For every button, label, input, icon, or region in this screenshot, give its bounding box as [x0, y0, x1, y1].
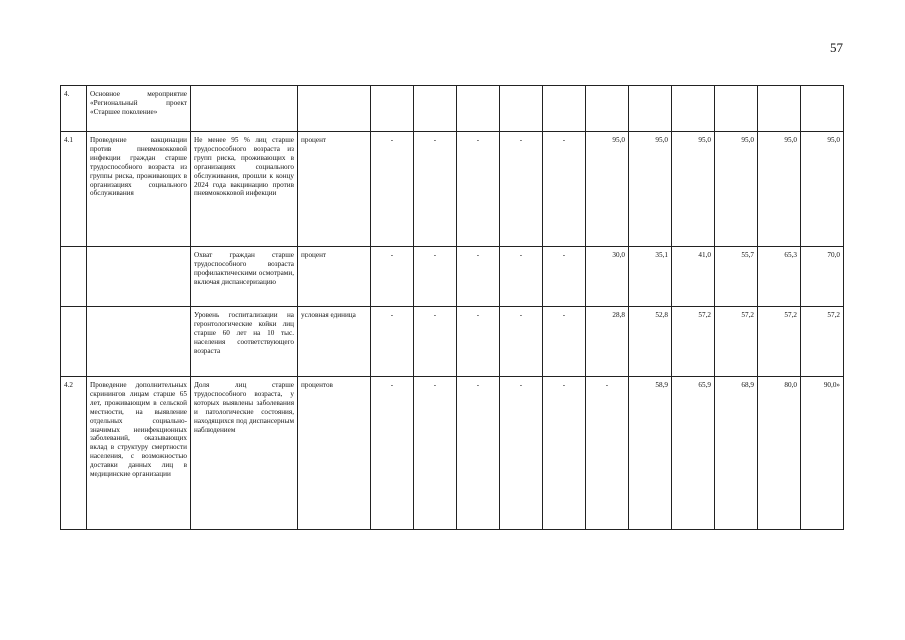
table-row-4-1: [61, 132, 844, 247]
value-cell: 80,0: [758, 377, 801, 530]
table-row-4: [61, 86, 844, 132]
value-cell: 28,8: [586, 307, 629, 377]
indicator-cell: Доля лиц старше трудоспособного возраста, у которых выявлены заболевания и патологические состояния, находящихся под диспансерным наблюдением: [191, 377, 298, 530]
value-cell: -: [500, 307, 543, 377]
value-cell: [543, 86, 586, 132]
row-number: 4.1: [61, 132, 87, 247]
value-cell: [801, 86, 844, 132]
value-cell: 57,2: [801, 307, 844, 377]
value-cell: [758, 86, 801, 132]
value-cell: 65,9: [672, 377, 715, 530]
value-cell: -: [371, 307, 414, 377]
value-cell: [672, 86, 715, 132]
value-cell: 65,3: [758, 247, 801, 307]
value-cell: -: [500, 132, 543, 247]
indicator-cell: Не менее 95 % лиц старше трудоспособного возраста из групп риска, проживающих в организациях социального обслуживания, прошли к концу 2024 года вакцинацию против пневмококковой инфекции: [191, 132, 298, 247]
value-cell: [715, 86, 758, 132]
value-cell: 95,0: [801, 132, 844, 247]
value-cell: -: [414, 132, 457, 247]
row-number: 4.: [61, 86, 87, 132]
event-cell: [87, 247, 191, 307]
value-cell: 30,0: [586, 247, 629, 307]
value-cell: 52,8: [629, 307, 672, 377]
value-cell: -: [371, 132, 414, 247]
value-cell: 41,0: [672, 247, 715, 307]
unit-cell: процент: [298, 132, 371, 247]
value-cell: -: [457, 247, 500, 307]
unit-cell: процент: [298, 247, 371, 307]
value-cell: [629, 86, 672, 132]
value-cell: -: [543, 307, 586, 377]
table-row-4-1-c: [61, 307, 844, 377]
value-cell: -: [500, 247, 543, 307]
value-cell: 95,0: [672, 132, 715, 247]
event-cell: Проведение дополнительных скринингов лицам старше 65 лет, проживающим в сельской местности, на выявление отдельных социально-значимых неинфекционных заболеваний, оказывающих вклад в структуру смертности населения, с возможностью доставки данных лиц в медицинские организации: [87, 377, 191, 530]
event-cell: [87, 307, 191, 377]
value-cell: 57,2: [758, 307, 801, 377]
value-cell: 57,2: [672, 307, 715, 377]
value-cell: -: [500, 377, 543, 530]
row-number: [61, 307, 87, 377]
value-cell: -: [371, 247, 414, 307]
value-cell: 58,9: [629, 377, 672, 530]
value-cell: -: [457, 132, 500, 247]
indicator-cell: [191, 86, 298, 132]
value-cell: -: [586, 377, 629, 530]
value-cell: -: [543, 247, 586, 307]
value-cell: -: [414, 377, 457, 530]
row-number: [61, 247, 87, 307]
value-cell: 95,0: [629, 132, 672, 247]
value-cell: -: [371, 377, 414, 530]
value-cell: [457, 86, 500, 132]
event-cell: Основное мероприятие «Региональный проект «Старшее поколение»: [87, 86, 191, 132]
table-row-4-1-b: [61, 247, 844, 307]
value-cell: -: [414, 307, 457, 377]
value-cell: [586, 86, 629, 132]
row-number: 4.2: [61, 377, 87, 530]
value-cell: 57,2: [715, 307, 758, 377]
indicator-cell: Охват граждан старше трудоспособного возраста профилактическими осмотрами, включая диспансеризацию: [191, 247, 298, 307]
value-cell: 55,7: [715, 247, 758, 307]
value-cell: [371, 86, 414, 132]
value-cell: 95,0: [715, 132, 758, 247]
value-cell: 70,0: [801, 247, 844, 307]
value-cell: 95,0: [758, 132, 801, 247]
value-cell: [500, 86, 543, 132]
page-number: 57: [830, 40, 843, 55]
unit-cell: процентов: [298, 377, 371, 530]
value-cell: 95,0: [586, 132, 629, 247]
indicators-table: [60, 85, 844, 530]
indicator-cell: Уровень госпитализации на геронтологические койки лиц старше 60 лет на 10 тыс. населения соответствующего возраста: [191, 307, 298, 377]
event-cell: Проведение вакцинации против пневмококковой инфекции граждан старше трудоспособного возраста из группы риска, проживающих в организациях социального обслуживания: [87, 132, 191, 247]
table-row-4-2: [61, 377, 844, 530]
value-cell: 68,9: [715, 377, 758, 530]
value-cell: 35,1: [629, 247, 672, 307]
value-cell: -: [414, 247, 457, 307]
unit-cell: условная единица: [298, 307, 371, 377]
value-cell: [414, 86, 457, 132]
value-cell: -: [457, 307, 500, 377]
value-cell: -: [543, 132, 586, 247]
value-cell: 90,0»: [801, 377, 844, 530]
value-cell: -: [543, 377, 586, 530]
value-cell: -: [457, 377, 500, 530]
unit-cell: [298, 86, 371, 132]
